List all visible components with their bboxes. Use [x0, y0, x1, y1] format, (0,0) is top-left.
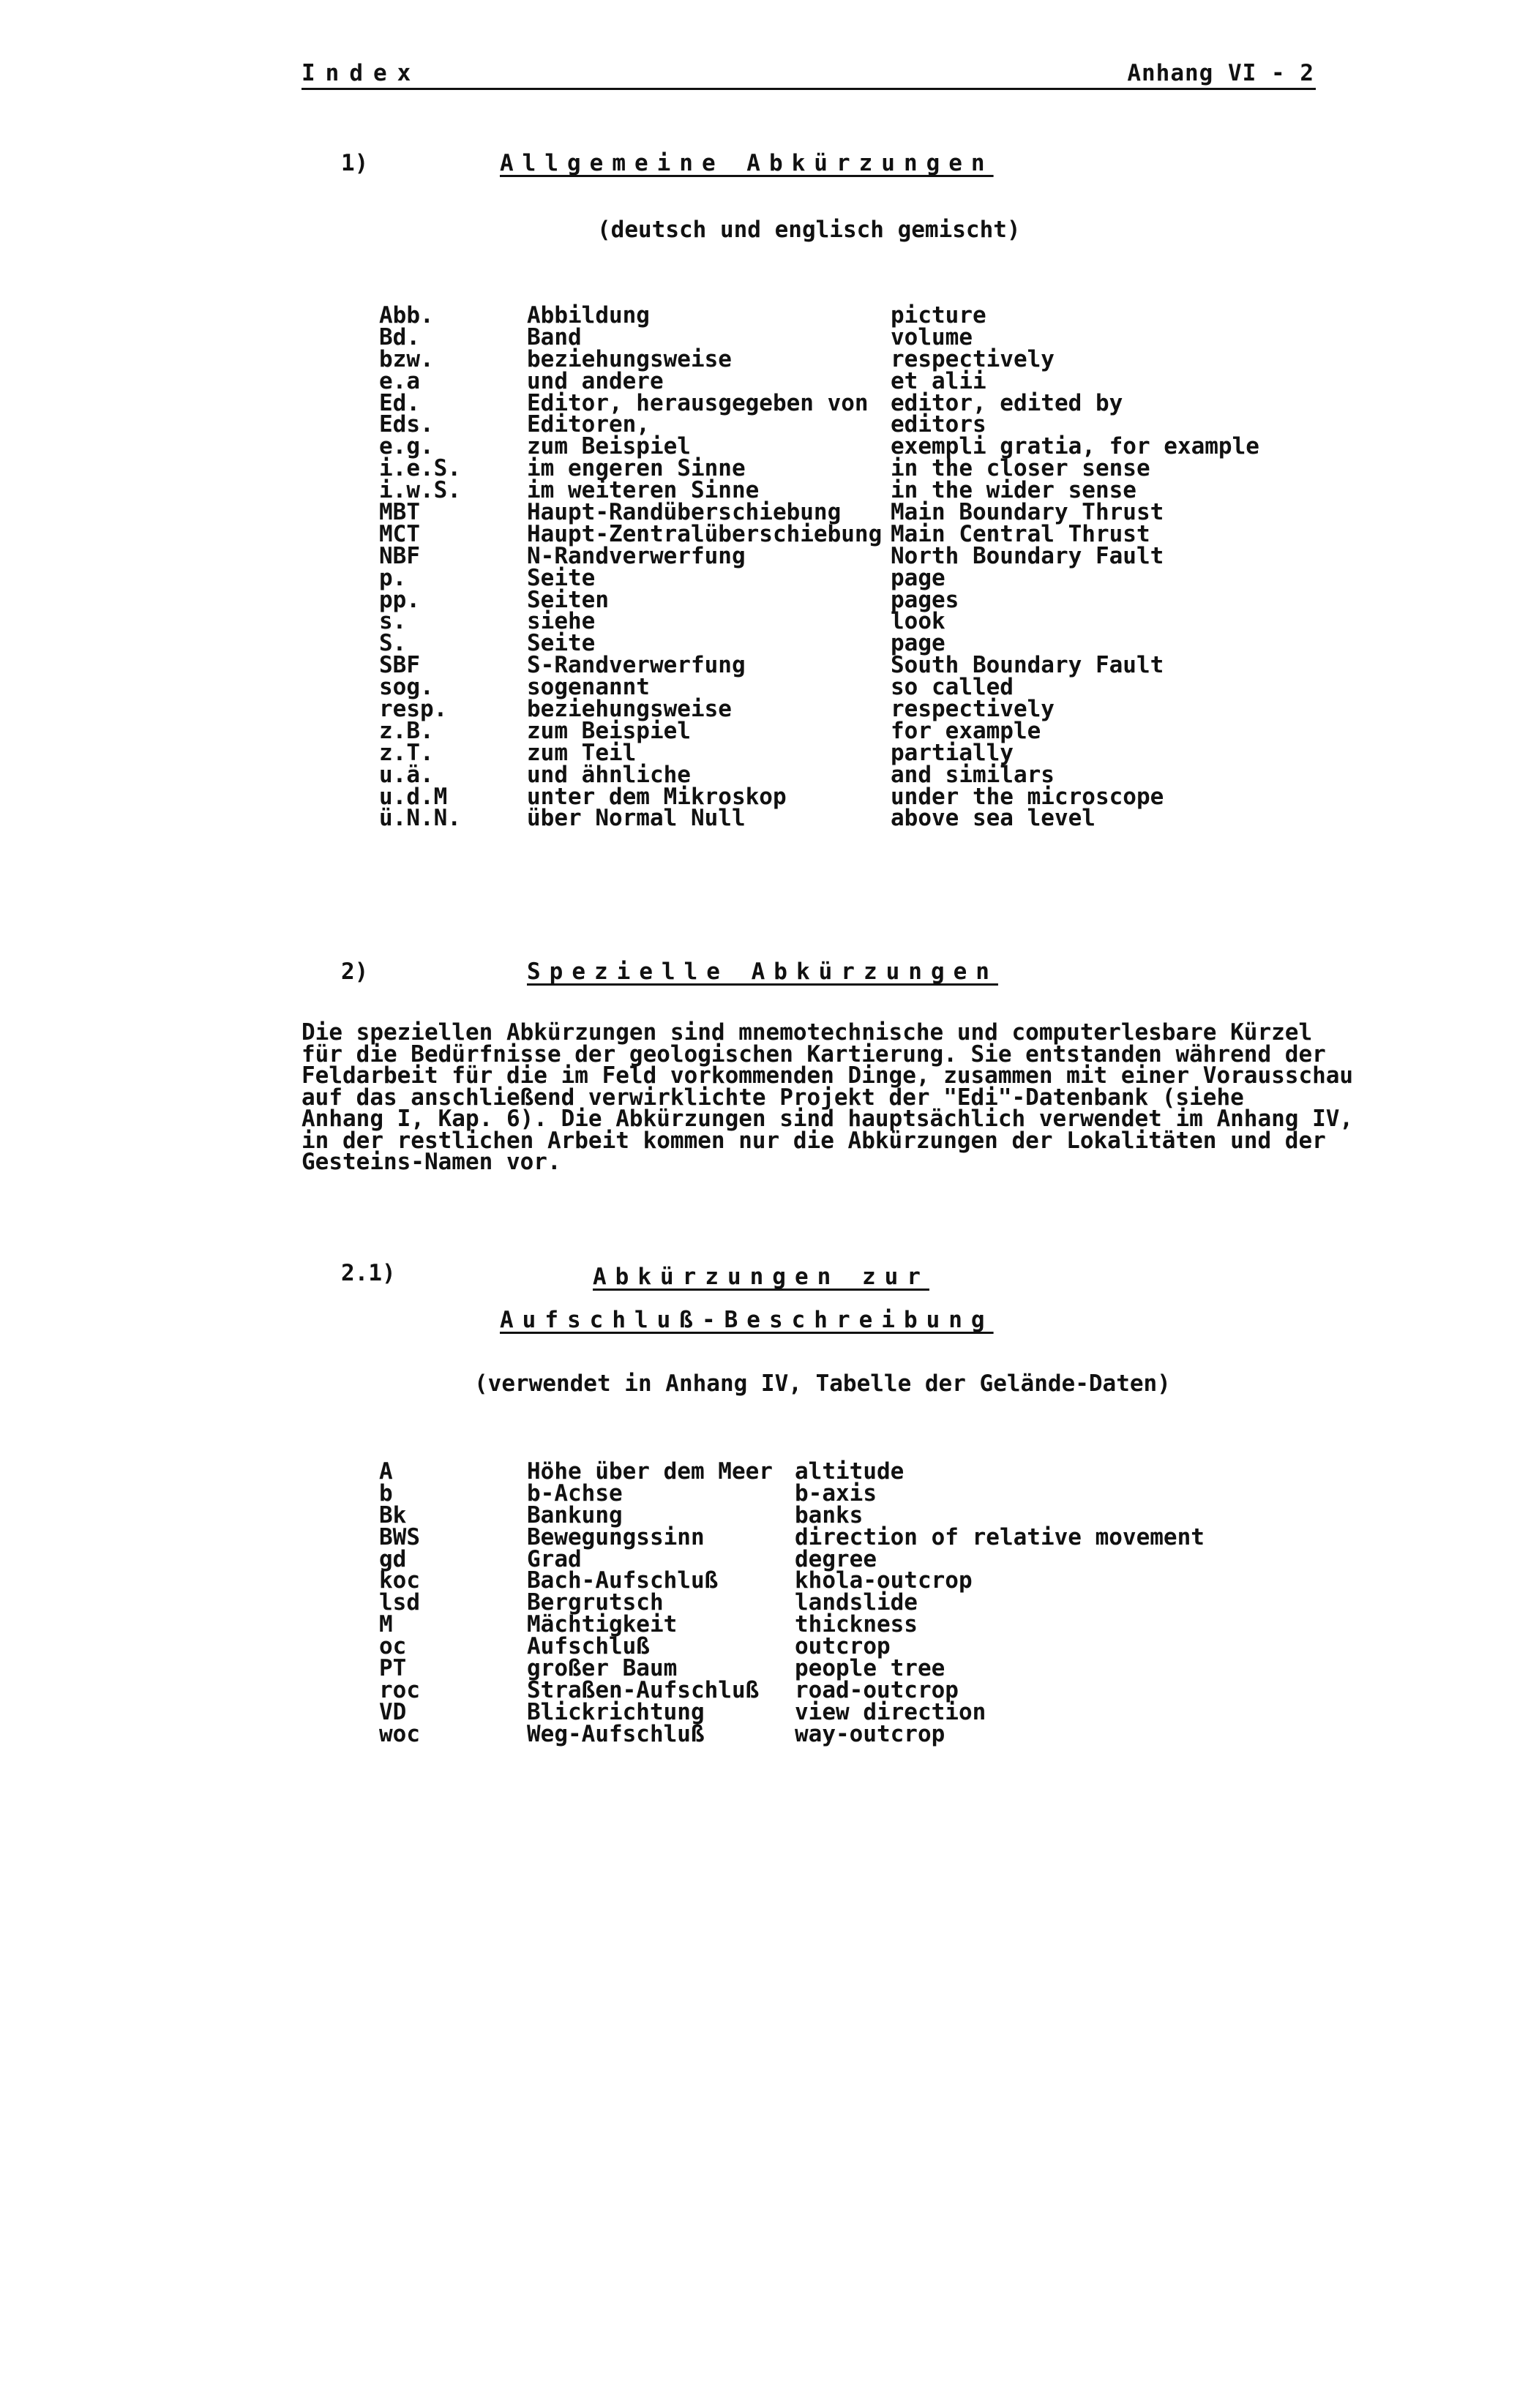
- english-meaning-cell: South Boundary Fault: [891, 652, 1164, 679]
- german-meaning-cell: und andere: [527, 367, 664, 394]
- german-meaning-cell: und ähnliche: [527, 761, 691, 788]
- english-meaning-cell: North Boundary Fault: [891, 542, 1164, 569]
- abbreviation-cell: roc: [379, 1676, 420, 1703]
- english-meaning-cell: respectively: [891, 345, 1055, 372]
- table-row: [379, 761, 1360, 788]
- abbreviation-cell: pp.: [379, 586, 420, 613]
- abbreviation-cell: i.e.S.: [379, 455, 461, 482]
- abbreviation-cell: z.T.: [379, 739, 434, 766]
- german-meaning-cell: beziehungsweise: [527, 345, 732, 372]
- english-meaning-cell: thickness: [795, 1611, 918, 1638]
- abbreviation-cell: bzw.: [379, 345, 434, 372]
- section1-title: Allgemeine Abkürzungen: [500, 150, 994, 176]
- table-row: [379, 455, 1360, 482]
- english-meaning-cell: exempli gratia, for example: [891, 433, 1259, 460]
- english-meaning-cell: degree: [795, 1545, 877, 1572]
- section2-title: Spezielle Abkürzungen: [527, 959, 998, 985]
- paragraph-line: für die Bedürfnisse der geologischen Kartierung. Sie entstanden während der: [302, 1040, 1326, 1068]
- german-meaning-cell: im weiteren Sinne: [527, 477, 760, 504]
- english-meaning-cell: for example: [891, 717, 1041, 744]
- abbreviation-cell: S.: [379, 630, 407, 657]
- english-meaning-cell: way-outcrop: [795, 1720, 945, 1747]
- german-meaning-cell: Mächtigkeit: [527, 1611, 678, 1638]
- table-row: [379, 696, 1360, 723]
- section21-subtitle: (verwendet in Anhang IV, Tabelle der Gelände-Daten): [474, 1370, 1171, 1397]
- running-header-left: Index: [302, 60, 422, 86]
- table-row: [379, 1479, 1360, 1507]
- abbreviation-cell: oc: [379, 1633, 407, 1660]
- english-meaning-cell: page: [891, 564, 945, 591]
- english-meaning-cell: landslide: [795, 1589, 918, 1616]
- english-meaning-cell: in the wider sense: [891, 477, 1136, 504]
- abbreviation-cell: Bk: [379, 1501, 407, 1529]
- german-meaning-cell: b-Achse: [527, 1479, 623, 1507]
- table-row: [379, 564, 1360, 591]
- english-meaning-cell: page: [891, 630, 945, 657]
- german-meaning-cell: im engeren Sinne: [527, 455, 746, 482]
- german-meaning-cell: unter dem Mikroskop: [527, 783, 787, 810]
- abbreviation-cell: Ed.: [379, 389, 420, 416]
- german-meaning-cell: Seite: [527, 564, 596, 591]
- german-meaning-cell: Bewegungssinn: [527, 1523, 705, 1550]
- table-row: [379, 674, 1360, 701]
- german-meaning-cell: sogenannt: [527, 674, 650, 701]
- german-meaning-cell: über Normal Null: [527, 805, 746, 832]
- english-meaning-cell: partially: [891, 739, 1014, 766]
- abbreviation-cell: BWS: [379, 1523, 420, 1550]
- english-meaning-cell: editors: [891, 411, 986, 438]
- german-meaning-cell: zum Beispiel: [527, 433, 691, 460]
- german-meaning-cell: siehe: [527, 608, 596, 635]
- german-meaning-cell: N-Randverwerfung: [527, 542, 746, 569]
- english-meaning-cell: editor, edited by: [891, 389, 1123, 416]
- abbreviation-cell: i.w.S.: [379, 477, 461, 504]
- german-meaning-cell: zum Beispiel: [527, 717, 691, 744]
- german-meaning-cell: Weg-Aufschluß: [527, 1720, 705, 1747]
- german-meaning-cell: Aufschluß: [527, 1633, 650, 1660]
- abbreviation-cell: b: [379, 1479, 393, 1507]
- table-row: [379, 477, 1360, 504]
- english-meaning-cell: volume: [891, 323, 973, 350]
- table-row: [379, 739, 1360, 766]
- section2-number: 2): [341, 959, 369, 985]
- abbreviation-cell: u.d.M: [379, 783, 448, 810]
- german-meaning-cell: beziehungsweise: [527, 696, 732, 723]
- section1-subtitle: (deutsch und englisch gemischt): [597, 217, 1021, 243]
- english-meaning-cell: b-axis: [795, 1479, 877, 1507]
- english-meaning-cell: direction of relative movement: [795, 1523, 1205, 1550]
- table-row: [379, 302, 1360, 329]
- paragraph-line: auf das anschließend verwirklichte Projekt der "Edi"-Datenbank (siehe: [302, 1084, 1244, 1111]
- english-meaning-cell: above sea level: [891, 805, 1096, 832]
- english-meaning-cell: banks: [795, 1501, 864, 1529]
- abbreviation-cell: Abb.: [379, 302, 434, 329]
- abbreviation-cell: gd: [379, 1545, 407, 1572]
- table-row: [379, 1720, 1360, 1747]
- paragraph-line: Gesteins-Namen vor.: [302, 1149, 561, 1175]
- english-meaning-cell: so called: [891, 674, 1014, 701]
- abbreviation-cell: woc: [379, 1720, 420, 1747]
- english-meaning-cell: Main Central Thrust: [891, 520, 1150, 547]
- abbreviation-table-general: [379, 302, 1360, 832]
- abbreviation-cell: ü.N.N.: [379, 805, 461, 832]
- abbreviation-cell: sog.: [379, 674, 434, 701]
- abbreviation-cell: MBT: [379, 499, 420, 526]
- german-meaning-cell: S-Randverwerfung: [527, 652, 746, 679]
- german-meaning-cell: Höhe über dem Meer: [527, 1458, 773, 1485]
- paragraph-line: Die speziellen Abkürzungen sind mnemotechnische und computerlesbare Kürzel: [302, 1019, 1313, 1046]
- german-meaning-cell: Grad: [527, 1545, 582, 1572]
- english-meaning-cell: under the microscope: [891, 783, 1164, 810]
- table-row: [379, 520, 1360, 547]
- table-row: [379, 586, 1360, 613]
- abbreviation-cell: NBF: [379, 542, 420, 569]
- german-meaning-cell: Blickrichtung: [527, 1698, 705, 1725]
- english-meaning-cell: look: [891, 608, 945, 635]
- german-meaning-cell: großer Baum: [527, 1655, 678, 1682]
- english-meaning-cell: altitude: [795, 1458, 905, 1485]
- english-meaning-cell: people tree: [795, 1655, 945, 1682]
- abbreviation-cell: M: [379, 1611, 393, 1638]
- table-row: [379, 542, 1360, 569]
- table-row: [379, 630, 1360, 657]
- table-row: [379, 389, 1360, 416]
- abbreviation-cell: e.g.: [379, 433, 434, 460]
- english-meaning-cell: view direction: [795, 1698, 986, 1725]
- german-meaning-cell: Bergrutsch: [527, 1589, 664, 1616]
- abbreviation-cell: lsd: [379, 1589, 420, 1616]
- german-meaning-cell: Haupt-Zentralüberschiebung: [527, 520, 883, 547]
- german-meaning-cell: Seiten: [527, 586, 609, 613]
- table-row: [379, 717, 1360, 744]
- paragraph-line: Feldarbeit für die im Feld vorkommenden Dinge, zusammen mit einer Vorausschau: [302, 1062, 1354, 1089]
- header-rule: [302, 88, 1316, 90]
- abbreviation-cell: u.ä.: [379, 761, 434, 788]
- abbreviation-cell: MCT: [379, 520, 420, 547]
- german-meaning-cell: Bankung: [527, 1501, 623, 1529]
- english-meaning-cell: outcrop: [795, 1633, 891, 1660]
- english-meaning-cell: picture: [891, 302, 986, 329]
- section2-paragraph: [302, 1019, 1354, 1175]
- table-row: [379, 345, 1360, 372]
- english-meaning-cell: and similars: [891, 761, 1055, 788]
- section21-title-line2: Aufschluß-Beschreibung: [500, 1307, 994, 1333]
- table-row: [379, 608, 1360, 635]
- english-meaning-cell: road-outcrop: [795, 1676, 959, 1703]
- table-row: [379, 433, 1360, 460]
- german-meaning-cell: zum Teil: [527, 739, 637, 766]
- paragraph-line: in der restlichen Arbeit kommen nur die Abkürzungen der Lokalitäten und der: [302, 1127, 1326, 1154]
- abbreviation-cell: z.B.: [379, 717, 434, 744]
- english-meaning-cell: respectively: [891, 696, 1055, 723]
- english-meaning-cell: in the closer sense: [891, 455, 1150, 482]
- german-meaning-cell: Seite: [527, 630, 596, 657]
- abbreviation-cell: p.: [379, 564, 407, 591]
- abbreviation-cell: SBF: [379, 652, 420, 679]
- german-meaning-cell: Editor, herausgegeben von: [527, 389, 869, 416]
- table-row: [379, 652, 1360, 679]
- english-meaning-cell: et alii: [891, 367, 986, 394]
- abbreviation-cell: s.: [379, 608, 407, 635]
- section21-title-line1: Abkürzungen zur: [593, 1264, 929, 1290]
- abbreviation-cell: koc: [379, 1567, 420, 1594]
- german-meaning-cell: Straßen-Aufschluß: [527, 1676, 760, 1703]
- table-row: [379, 367, 1360, 394]
- english-meaning-cell: pages: [891, 586, 959, 613]
- abbreviation-cell: resp.: [379, 696, 448, 723]
- abbreviation-table-outcrop: [379, 1458, 1360, 1747]
- english-meaning-cell: khola-outcrop: [795, 1567, 973, 1594]
- running-header-page: Anhang VI - 2: [1127, 60, 1314, 86]
- german-meaning-cell: Editoren,: [527, 411, 650, 438]
- table-row: [379, 783, 1360, 810]
- german-meaning-cell: Abbildung: [527, 302, 650, 329]
- section1-number: 1): [341, 150, 369, 176]
- german-meaning-cell: Bach-Aufschluß: [527, 1567, 719, 1594]
- paragraph-line: Anhang I, Kap. 6). Die Abkürzungen sind hauptsächlich verwendet im Anhang IV,: [302, 1106, 1354, 1132]
- section21-number: 2.1): [341, 1260, 396, 1286]
- abbreviation-cell: A: [379, 1458, 393, 1485]
- table-row: [379, 805, 1360, 832]
- abbreviation-cell: Bd.: [379, 323, 420, 350]
- abbreviation-cell: VD: [379, 1698, 407, 1725]
- english-meaning-cell: Main Boundary Thrust: [891, 499, 1164, 526]
- abbreviation-cell: e.a: [379, 367, 420, 394]
- abbreviation-cell: Eds.: [379, 411, 434, 438]
- german-meaning-cell: Haupt-Randüberschiebung: [527, 499, 842, 526]
- abbreviation-cell: PT: [379, 1655, 407, 1682]
- table-row: [379, 323, 1360, 350]
- german-meaning-cell: Band: [527, 323, 582, 350]
